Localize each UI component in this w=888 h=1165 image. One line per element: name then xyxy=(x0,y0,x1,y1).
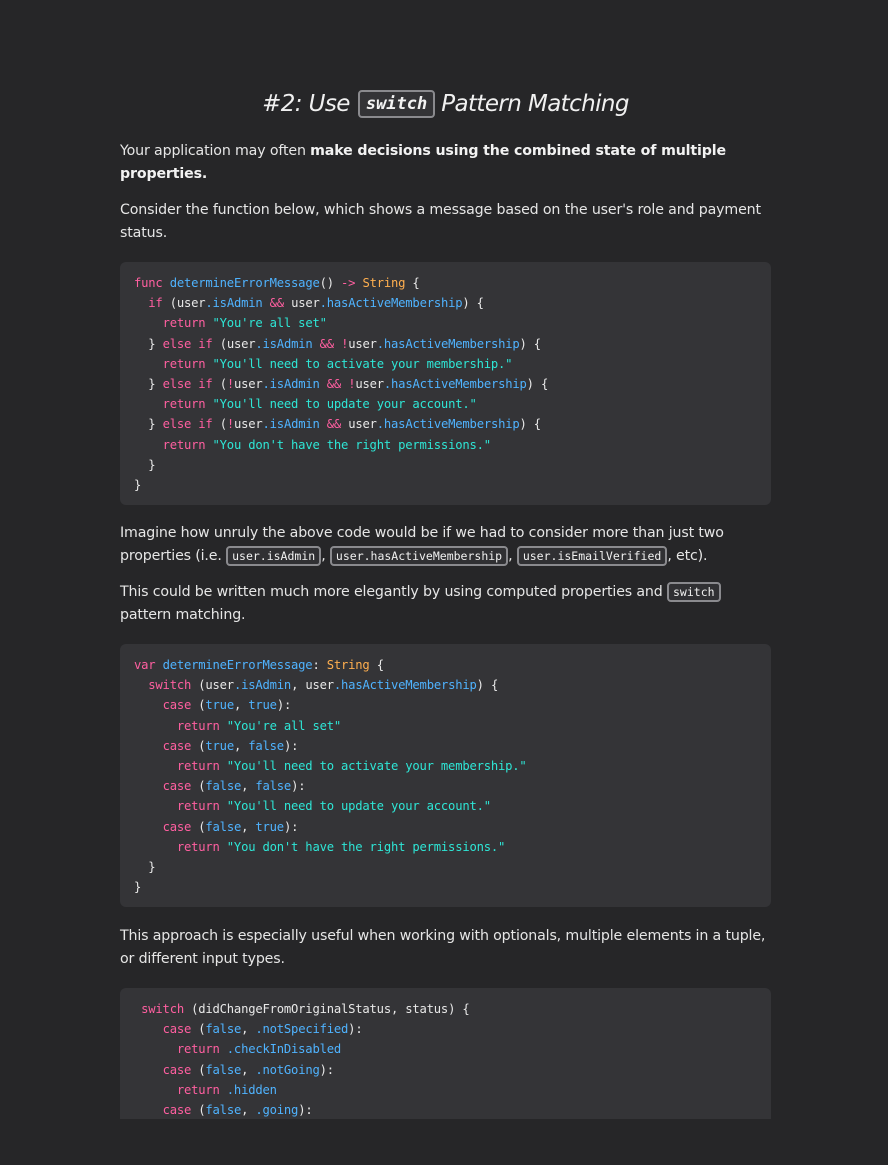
code-line: return "You're all set" xyxy=(162,316,327,331)
code-line: case (false, .going): xyxy=(162,1102,313,1117)
imagine-sep: , xyxy=(321,548,330,564)
code-line: return "You'll need to activate your membership." xyxy=(176,758,527,773)
imagine-paragraph xyxy=(120,522,771,568)
approach-paragraph: This approach is especially useful when working with optionals, multiple elements in a tuple, or different input types. xyxy=(120,928,766,967)
code-line: } else if (user.isAdmin && !user.hasActiveMembership) { xyxy=(148,336,541,351)
elegant-tail: pattern matching. xyxy=(120,607,246,623)
code-line: return .checkInDisabled xyxy=(176,1042,341,1057)
code-line: case (false, .notSpecified): xyxy=(162,1022,363,1037)
code-line: return "You're all set" xyxy=(176,718,341,733)
code-line: return "You don't have the right permissions." xyxy=(162,437,491,452)
code-line: if (user.isAdmin && user.hasActiveMembership) { xyxy=(148,296,484,311)
imagine-lead: Imagine how unruly the above code would be if we had to consider more than just two properties (i.e. xyxy=(120,525,724,564)
code-block-if-else xyxy=(120,262,771,505)
elegant-paragraph xyxy=(120,581,771,627)
code-line: return "You'll need to update your account." xyxy=(176,799,491,814)
title-keyword-code: switch xyxy=(358,90,435,118)
code-line: } else if (!user.isAdmin && user.hasActiveMembership) { xyxy=(148,417,541,432)
code-line: return "You'll need to update your account." xyxy=(162,397,477,412)
code-line: switch (didChangeFromOriginalStatus, status) { xyxy=(141,1002,470,1016)
imagine-tail: , etc). xyxy=(667,548,708,564)
code-line: return .hidden xyxy=(176,1082,277,1097)
imagine-sep: , xyxy=(508,548,517,564)
consider-paragraph: Consider the function below, which shows a message based on the user's role and payment status. xyxy=(120,202,761,241)
inline-code-has-active-membership: user.hasActiveMembership xyxy=(330,546,508,566)
article xyxy=(120,84,771,1119)
inline-code-is-email-verified: user.isEmailVerified xyxy=(517,546,667,566)
code-line: } xyxy=(148,859,156,874)
code-line: switch (user.isAdmin, user.hasActiveMembership) { xyxy=(148,678,499,693)
code-line: case (true, false): xyxy=(162,738,299,753)
intro-bold: make decisions using the combined state of multiple properties. xyxy=(120,143,726,182)
code-line: return "You don't have the right permissions." xyxy=(176,839,506,854)
code-line: } xyxy=(134,477,142,492)
page-title xyxy=(120,84,771,124)
code-line: func determineErrorMessage() -> String { xyxy=(134,276,420,290)
code-line: case (false, false): xyxy=(162,779,306,794)
inline-code-is-admin: user.isAdmin xyxy=(226,546,321,566)
code-block-tuple-status xyxy=(120,988,771,1119)
code-line: var determineErrorMessage: String { xyxy=(134,658,384,672)
code-block-switch xyxy=(120,644,771,907)
inline-code-switch: switch xyxy=(667,582,721,602)
code-line: } else if (!user.isAdmin && !user.hasActiveMembership) { xyxy=(148,376,549,391)
title-suffix: Pattern Matching xyxy=(441,91,629,117)
code-line: } xyxy=(134,880,142,895)
code-line: } xyxy=(148,457,156,472)
title-prefix: #2: Use xyxy=(262,91,350,117)
elegant-lead: This could be written much more elegantly by using computed properties and xyxy=(120,584,667,600)
code-line: return "You'll need to activate your membership." xyxy=(162,356,513,371)
code-line: case (false, true): xyxy=(162,819,299,834)
intro-lead: Your application may often xyxy=(120,143,311,159)
code-line: case (true, true): xyxy=(162,698,292,713)
intro-paragraph xyxy=(120,140,771,186)
code-line: case (false, .notGoing): xyxy=(162,1062,334,1077)
